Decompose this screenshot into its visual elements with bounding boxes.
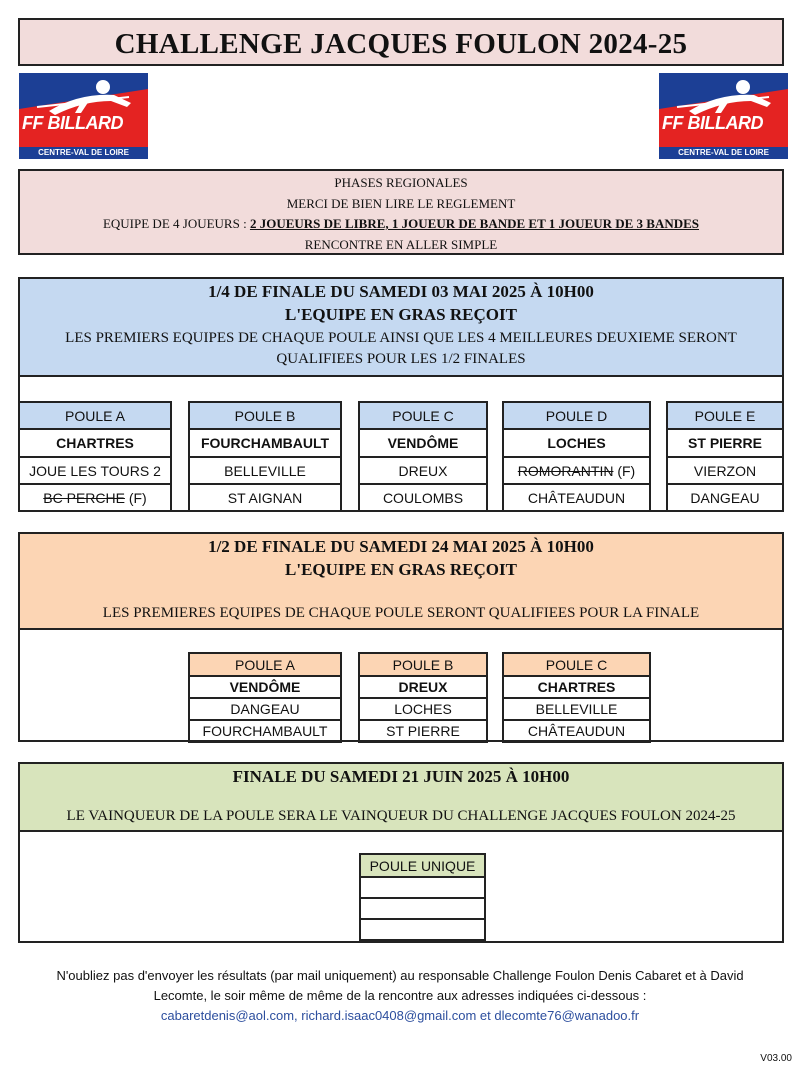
- logo-region-text: CENTRE-VAL DE LOIRE: [659, 147, 788, 159]
- team-empty: [360, 877, 485, 898]
- team: DREUX: [359, 457, 487, 484]
- poule-table-a: [18, 401, 172, 512]
- poule-table-c: [358, 401, 488, 512]
- quarter-final-desc-2: QUALIFIEES POUR LES 1/2 FINALES: [276, 351, 526, 367]
- team-forfeit: ROMORANTIN (F): [503, 457, 650, 484]
- team-home: FOURCHAMBAULT: [189, 429, 341, 457]
- footer-line-2: Lecomte, le soir même de même de la rencontre aux adresses indiquées ci-dessous :: [153, 988, 647, 1003]
- team: COULOMBS: [359, 484, 487, 511]
- team: BELLEVILLE: [189, 457, 341, 484]
- team: ST PIERRE: [359, 720, 487, 742]
- team: BELLEVILLE: [503, 698, 650, 720]
- version-label: V03.00: [760, 1053, 792, 1064]
- poule-header: POULE C: [359, 402, 487, 429]
- semi-poule-table-c: [502, 652, 651, 743]
- team-home: LOCHES: [503, 429, 650, 457]
- final-header: [20, 764, 782, 832]
- team: CHÂTEAUDUN: [503, 720, 650, 742]
- title-box: [18, 18, 784, 66]
- quarter-final-header: [20, 279, 782, 377]
- final-title: FINALE DU SAMEDI 21 JUIN 2025 À 10H00: [232, 767, 570, 786]
- final-desc: LE VAINQUEUR DE LA POULE SERA LE VAINQUEUR DU CHALLENGE JACQUES FOULON 2024-25: [66, 808, 736, 824]
- semi-final-home-note: L'EQUIPE EN GRAS REÇOIT: [285, 560, 517, 579]
- team-home: DREUX: [359, 676, 487, 698]
- ffb-logo-right: [659, 73, 788, 159]
- info-team-composition: EQUIPE DE 4 JOUEURS : 2 JOUEURS DE LIBRE, 1 JOUEUR DE BANDE ET 1 JOUEUR DE 3 BANDES: [102, 216, 700, 231]
- semi-final-desc: LES PREMIERES EQUIPES DE CHAQUE POULE SERONT QUALIFIEES POUR LA FINALE: [102, 605, 700, 621]
- team: LOCHES: [359, 698, 487, 720]
- team-home: VENDÔME: [189, 676, 341, 698]
- info-phase: PHASES REGIONALES: [334, 175, 468, 190]
- poule-header: POULE A: [19, 402, 171, 429]
- footer-note: [0, 966, 800, 1026]
- quarter-final-home-note: L'EQUIPE EN GRAS REÇOIT: [285, 305, 517, 324]
- poule-header: POULE D: [503, 402, 650, 429]
- page-title: CHALLENGE JACQUES FOULON 2024-25: [114, 28, 688, 60]
- poule-header: POULE E: [667, 402, 783, 429]
- footer-emails[interactable]: cabaretdenis@aol.com, richard.isaac0408@gmail.com et dlecomte76@wanadoo.fr: [160, 1008, 640, 1023]
- team-home: ST PIERRE: [667, 429, 783, 457]
- team: DANGEAU: [667, 484, 783, 511]
- logo-brand-text: FF BILLARD: [22, 113, 123, 133]
- quarter-final-desc-1: LES PREMIERS EQUIPES DE CHAQUE POULE AINSI QUE LES 4 MEILLEURES DEUXIEME SERONT: [65, 330, 737, 346]
- poule-header: POULE UNIQUE: [360, 854, 485, 877]
- team: VIERZON: [667, 457, 783, 484]
- info-player-types: 2 JOUEURS DE LIBRE, 1 JOUEUR DE BANDE ET 1 JOUEUR DE 3 BANDES: [249, 216, 700, 231]
- info-format: RENCONTRE EN ALLER SIMPLE: [304, 236, 498, 252]
- ffb-logo-left: [19, 73, 148, 159]
- poule-header: POULE B: [189, 402, 341, 429]
- team-home: VENDÔME: [359, 429, 487, 457]
- logo-brand-text: FF BILLARD: [662, 113, 763, 133]
- billiard-player-icon: [659, 73, 788, 147]
- logo-region-text: CENTRE-VAL DE LOIRE: [19, 147, 148, 159]
- logo-red-panel: [19, 73, 148, 147]
- team-forfeit: BC PERCHE (F): [19, 484, 171, 511]
- poule-header: POULE C: [503, 653, 650, 676]
- semi-poule-table-b: [358, 652, 488, 743]
- semi-final-title: 1/2 DE FINALE DU SAMEDI 24 MAI 2025 À 10H00: [208, 537, 594, 556]
- poule-header: POULE B: [359, 653, 487, 676]
- billiard-player-icon: [19, 73, 148, 147]
- team: JOUE LES TOURS 2: [19, 457, 171, 484]
- team-home: CHARTRES: [19, 429, 171, 457]
- team: CHÂTEAUDUN: [503, 484, 650, 511]
- team-empty: [360, 919, 485, 940]
- team: ST AIGNAN: [189, 484, 341, 511]
- poule-table-b: [188, 401, 342, 512]
- poule-table-e: [666, 401, 784, 512]
- semi-poule-table-a: [188, 652, 342, 743]
- quarter-final-title: 1/4 DE FINALE DU SAMEDI 03 MAI 2025 À 10H00: [208, 282, 594, 301]
- team-empty: [360, 898, 485, 919]
- team: FOURCHAMBAULT: [189, 720, 341, 742]
- logo-red-panel: [659, 73, 788, 147]
- team-home: CHARTRES: [503, 676, 650, 698]
- info-box: [18, 169, 784, 255]
- team: DANGEAU: [189, 698, 341, 720]
- footer-line-1: N'oubliez pas d'envoyer les résultats (par mail uniquement) au responsable Challenge Foulon Denis Cabaret et à David: [56, 968, 744, 983]
- poule-header: POULE A: [189, 653, 341, 676]
- poule-table-d: [502, 401, 651, 512]
- info-rules: MERCI DE BIEN LIRE LE REGLEMENT: [286, 195, 516, 211]
- semi-final-header: [20, 534, 782, 630]
- final-poule-table: [359, 853, 486, 941]
